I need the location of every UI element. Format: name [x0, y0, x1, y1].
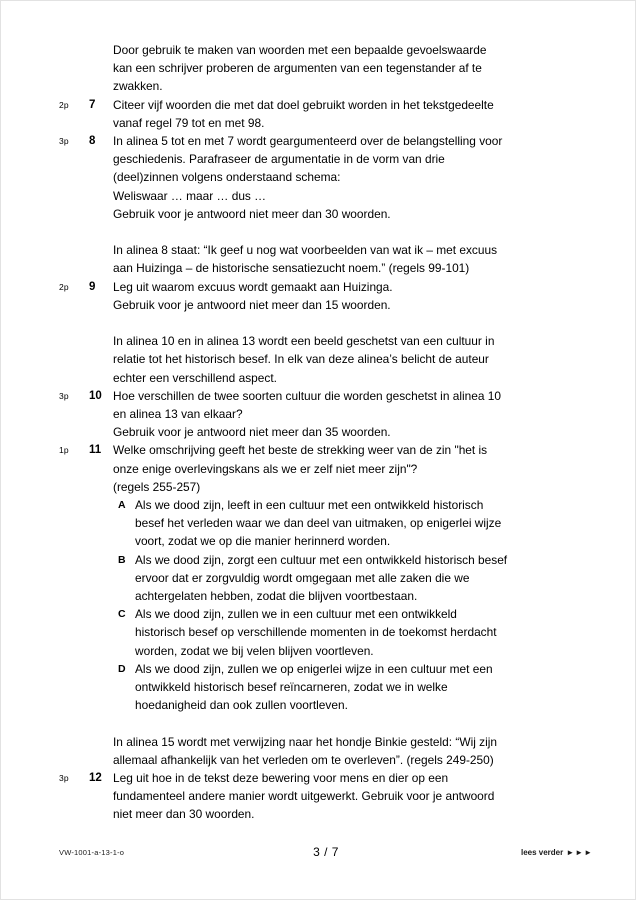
question-number: 8 [89, 135, 96, 148]
points-label: 3p [59, 390, 69, 401]
question-text [113, 132, 593, 223]
text-line: In alinea 8 staat: “Ik geef u nog wat voorbeelden van wat ik – met excuus [113, 243, 498, 258]
mc-option-letter: A [118, 499, 126, 512]
text-line: Als we dood zijn, zullen we op enigerlei wijze in een cultuur met een [135, 661, 493, 676]
mc-option-text [135, 551, 593, 606]
text-line: echter een verschillend aspect. [113, 370, 277, 385]
text-line: besef het verleden waar we dan deel van uitmaken, op enigerlei wijze [135, 516, 502, 531]
mc-option-letter: D [118, 662, 126, 675]
text-line: Leg uit waarom excuus wordt gemaakt aan Huizinga. [113, 279, 393, 294]
text-line: hoedanigheid dan ook zullen voortleven. [135, 698, 348, 713]
points-label: 2p [59, 99, 69, 110]
exam-code: VW-1001-a-13-1-o [59, 847, 125, 857]
points-label: 3p [59, 136, 69, 147]
text-line: aan Huizinga – de historische sensatiezucht noem.” (regels 99-101) [113, 261, 470, 276]
question-text [113, 441, 593, 714]
text-line: Leg uit hoe in de tekst deze bewering voor mens en dier op een [113, 771, 449, 786]
points-label: 2p [59, 281, 69, 292]
question-text [113, 41, 593, 96]
question-list [1, 41, 636, 824]
text-line: achtergelaten hebben, zodat die blijven voortbestaan. [135, 589, 418, 604]
text-line: (deel)zinnen volgens onderstaand schema: [113, 170, 341, 185]
mc-option-text [135, 496, 593, 551]
question-number: 12 [89, 772, 102, 785]
block-spacer [1, 714, 636, 732]
text-line: In alinea 15 wordt met verwijzing naar het hondje Binkie gesteld: “Wij zijn [113, 734, 497, 749]
mc-option-a[interactable] [113, 496, 593, 551]
question-text [113, 769, 593, 824]
page-footer [1, 843, 636, 861]
intro-paragraph [1, 733, 636, 769]
mc-option-letter: B [118, 553, 126, 566]
mc-option-c[interactable] [113, 605, 593, 660]
intro-paragraph [1, 332, 636, 387]
text-line: onze enige overlevingskans als we er zelf niet meer zijn"? [113, 461, 418, 476]
points-label: 1p [59, 445, 69, 456]
intro-paragraph [1, 241, 636, 277]
intro-paragraph [1, 41, 636, 96]
question-text [113, 733, 593, 769]
question-block [1, 769, 636, 824]
text-line: worden, zodat we bij velen blijven voortleven. [135, 643, 374, 658]
block-spacer [1, 223, 636, 241]
question-number: 7 [89, 98, 96, 111]
triangle-right-icon: ►►► [566, 847, 593, 857]
question-text [113, 332, 593, 387]
question-number: 11 [89, 444, 102, 457]
text-line: en alinea 13 van elkaar? [113, 407, 243, 422]
page-number: 3 / 7 [313, 845, 339, 859]
text-line: Gebruik voor je antwoord niet meer dan 35 woorden. [113, 425, 391, 440]
question-block [1, 441, 636, 714]
points-label: 3p [59, 773, 69, 784]
text-line: voort, zodat we op die manier herinnerd worden. [135, 534, 391, 549]
block-spacer [1, 314, 636, 332]
text-line: Welke omschrijving geeft het beste de strekking weer van de zin "het is [113, 443, 488, 458]
text-line: vanaf regel 79 tot en met 98. [113, 115, 265, 130]
text-line: Hoe verschillen de twee soorten cultuur die worden geschetst in alinea 10 [113, 388, 501, 403]
text-line: niet meer dan 30 woorden. [113, 807, 255, 822]
question-text [113, 241, 593, 277]
question-block [1, 278, 636, 314]
mc-option-d[interactable] [113, 660, 593, 715]
text-line: Als we dood zijn, leeft in een cultuur met een ontwikkeld historisch [135, 498, 484, 513]
question-text [113, 96, 593, 132]
mc-option-text [135, 660, 593, 715]
mc-option-text [135, 605, 593, 660]
text-line: In alinea 5 tot en met 7 wordt geargumenteerd over de belangstelling voor [113, 134, 503, 149]
text-line: allemaal afhankelijk van het verleden om te overleven”. (regels 249-250) [113, 752, 494, 767]
mc-option-b[interactable] [113, 551, 593, 606]
question-block [1, 132, 636, 223]
text-line: Citeer vijf woorden die met dat doel gebruikt worden in het tekstgedeelte [113, 97, 494, 112]
multiple-choice-options [113, 496, 593, 714]
text-line: Als we dood zijn, zorgt een cultuur met een ontwikkeld historisch besef [135, 552, 508, 567]
question-number: 9 [89, 280, 96, 293]
question-text [113, 387, 593, 442]
continue-notice [393, 848, 593, 857]
question-block [1, 387, 636, 442]
text-line: ontwikkeld historisch besef reïncarneren, zodat we in welke [135, 680, 448, 695]
text-line: zwakken. [113, 79, 163, 94]
text-line: Door gebruik te maken van woorden met een bepaalde gevoelswaarde [113, 43, 487, 57]
text-line: historisch besef op verschillende momenten in de toekomst herdacht [135, 625, 497, 640]
text-line: fundamenteel andere manier wordt uitgewerkt. Gebruik voor je antwoord [113, 789, 495, 804]
text-line: (regels 255-257) [113, 479, 201, 494]
text-line: Gebruik voor je antwoord niet meer dan 15 woorden. [113, 297, 391, 312]
text-line: In alinea 10 en in alinea 13 wordt een beeld geschetst van een cultuur in [113, 334, 495, 349]
question-block [1, 96, 636, 132]
text-line: Weliswaar … maar … dus … [113, 188, 267, 203]
continue-label: lees verder [520, 847, 564, 857]
text-line: ervoor dat er zorgvuldig wordt omgegaan met alle zaken die we [135, 570, 470, 585]
question-number: 10 [89, 389, 102, 402]
mc-option-letter: C [118, 608, 126, 621]
text-line: relatie tot het historisch besef. In elk van deze alinea’s belicht de auteur [113, 352, 489, 367]
question-text [113, 278, 593, 314]
text-line: Gebruik voor je antwoord niet meer dan 30 woorden. [113, 206, 391, 221]
text-line: geschiedenis. Parafraseer de argumentatie in de vorm van drie [113, 152, 445, 167]
text-line: Als we dood zijn, zullen we in een cultuur met een ontwikkeld [135, 607, 457, 622]
text-line: kan een schrijver proberen de argumenten van een tegenstander af te [113, 61, 482, 76]
